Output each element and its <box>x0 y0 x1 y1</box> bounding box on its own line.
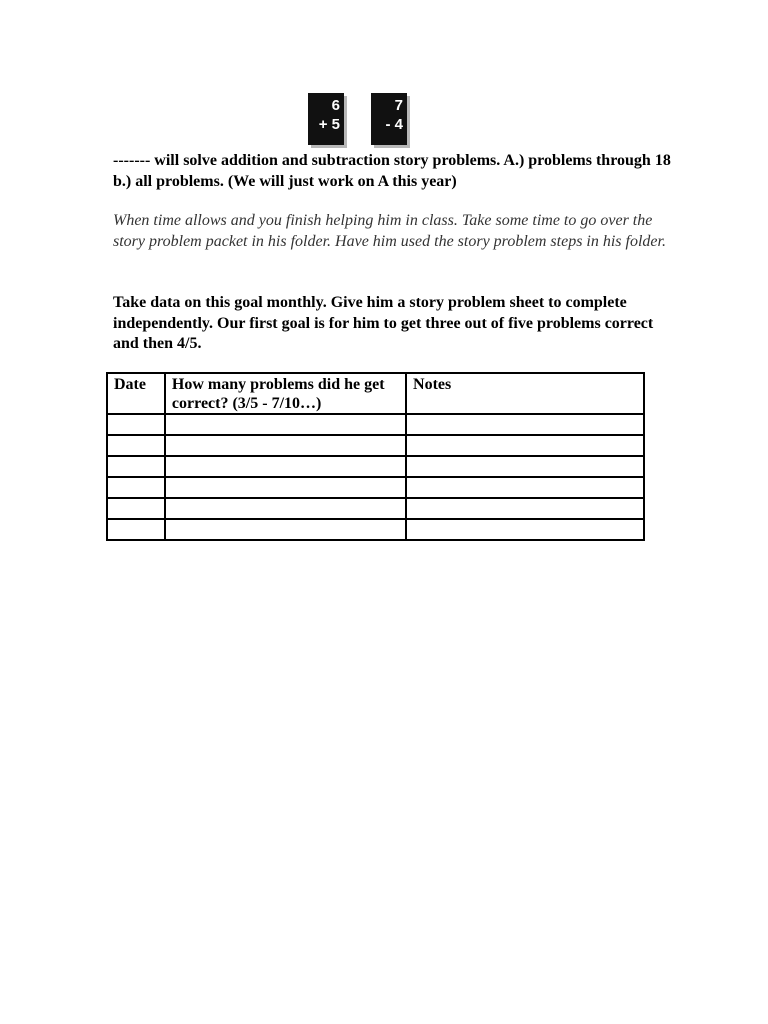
date-cell[interactable] <box>107 477 165 498</box>
notes-cell[interactable] <box>406 477 644 498</box>
date-cell[interactable] <box>107 456 165 477</box>
notes-cell[interactable] <box>406 498 644 519</box>
notes-cell[interactable] <box>406 519 644 540</box>
problems-correct-cell[interactable] <box>165 414 406 435</box>
table-row <box>107 435 644 456</box>
notes-cell[interactable] <box>406 456 644 477</box>
date-cell[interactable] <box>107 519 165 540</box>
date-cell[interactable] <box>107 435 165 456</box>
notes-cell[interactable] <box>406 435 644 456</box>
progress-data-table <box>106 372 645 541</box>
flash-card-subtraction <box>371 93 407 145</box>
table-row <box>107 456 644 477</box>
flash-card-bottom-number: - 4 <box>385 116 403 133</box>
date-cell[interactable] <box>107 498 165 519</box>
data-collection-paragraph: Take data on this goal monthly. Give him a story problem sheet to complete independently. Our first goal is for him to get three out of five problems correct and then 4/5. <box>113 294 654 352</box>
problems-correct-column-header: How many problems did he get correct? (3/5 - 7/10…) <box>165 373 406 414</box>
table-row <box>107 498 644 519</box>
date-column-header: Date <box>107 373 165 414</box>
problems-correct-cell[interactable] <box>165 435 406 456</box>
table-row <box>107 519 644 540</box>
table-header-row <box>107 373 644 414</box>
notes-column-header: Notes <box>406 373 644 414</box>
problems-correct-cell[interactable] <box>165 456 406 477</box>
goal-paragraph: ------- will solve addition and subtraction story problems. A.) problems through 18 b.) all problems. (We will just work on A this year) <box>113 152 671 190</box>
problems-correct-cell[interactable] <box>165 498 406 519</box>
flash-card-bottom-number: + 5 <box>318 116 340 133</box>
table-row <box>107 477 644 498</box>
notes-cell[interactable] <box>406 414 644 435</box>
table-row <box>107 414 644 435</box>
flash-card-addition <box>308 93 344 145</box>
flash-card-top-number: 6 <box>331 97 340 114</box>
flash-card-top-number: 7 <box>394 97 403 114</box>
problems-correct-cell[interactable] <box>165 519 406 540</box>
problems-correct-cell[interactable] <box>165 477 406 498</box>
instructions-paragraph: When time allows and you finish helping him in class. Take some time to go over the story problem packet in his folder. Have him used the story problem steps in his folder. <box>113 212 666 250</box>
date-cell[interactable] <box>107 414 165 435</box>
